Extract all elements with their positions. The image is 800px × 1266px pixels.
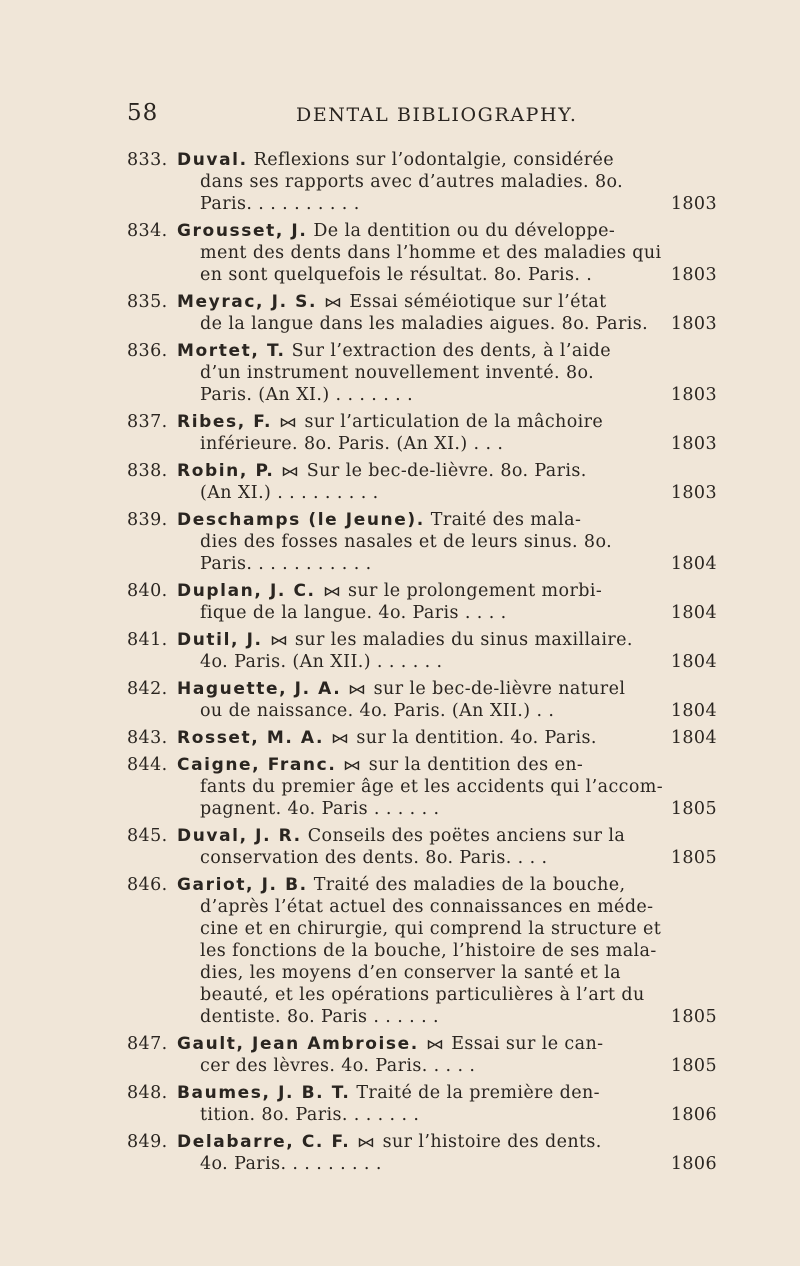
entry-title-text: Traité des mala-	[430, 510, 582, 530]
bibliography-entry	[127, 340, 717, 406]
bibliography-entry	[127, 411, 717, 455]
entry-title-text: sur le bec-de-lièvre naturel	[373, 679, 626, 699]
entry-year: 1803	[670, 314, 717, 334]
entry-author: Meyrac, J. S.	[177, 292, 318, 312]
entry-title-text: fique de la langue. 4o. Paris . . . .	[200, 603, 507, 623]
entry-line	[127, 798, 717, 820]
entry-line	[127, 149, 717, 171]
entry-title-text: dies, les moyens d’en conserver la santé et la	[200, 963, 621, 983]
entry-line	[127, 825, 717, 847]
entry-text	[200, 651, 443, 673]
entry-text	[200, 531, 612, 553]
entry-line	[127, 313, 717, 335]
entry-number: 833.	[127, 150, 168, 170]
entry-line	[127, 727, 717, 749]
entry-author: Mortet, T.	[177, 341, 286, 361]
entry-year: 1803	[670, 194, 717, 214]
entry-number: 840.	[127, 581, 168, 601]
entry-year: 1804	[670, 554, 717, 574]
bibliography-entry	[127, 874, 717, 1028]
entry-number: 846.	[127, 875, 168, 895]
dissertation-mark-icon: ⋈	[357, 1135, 376, 1151]
entry-line	[127, 482, 717, 504]
entry-text	[177, 220, 615, 242]
entry-title-text: cine et en chirurgie, qui comprend la structure et	[200, 919, 662, 939]
entry-title-text: sur l’articulation de la mâchoire	[304, 412, 604, 432]
entry-number: 834.	[127, 221, 168, 241]
entry-text	[200, 847, 548, 869]
entry-line	[127, 629, 717, 651]
entry-line	[127, 1055, 717, 1077]
entry-number: 836.	[127, 341, 168, 361]
entry-line	[127, 411, 717, 433]
entry-title-text: sur les maladies du sinus maxillaire.	[294, 630, 633, 650]
entry-title-text: 4o. Paris. (An XII.) . . . . . .	[200, 652, 443, 672]
entry-number: 847.	[127, 1034, 168, 1054]
entry-title-text: cer des lèvres. 4o. Paris. . . . .	[200, 1056, 476, 1076]
entry-line	[127, 896, 717, 918]
entry-title-text: 4o. Paris. . . . . . . . .	[200, 1154, 382, 1174]
entry-title-text: sur la dentition des en-	[368, 755, 584, 775]
bibliography-entries	[127, 149, 717, 1180]
entry-title-text: Sur l’extraction des dents, à l’aide	[291, 341, 612, 361]
entry-title-text: d’un instrument nouvellement inventé. 8o.	[200, 363, 595, 383]
bibliography-entry	[127, 291, 717, 335]
running-head: DENTAL BIBLIOGRAPHY.	[296, 104, 578, 126]
entry-line	[127, 984, 717, 1006]
entry-text	[200, 776, 663, 798]
entry-year: 1806	[670, 1154, 717, 1174]
entry-text	[200, 362, 594, 384]
entry-year: 1803	[670, 434, 717, 454]
dissertation-mark-icon: ⋈	[425, 1037, 445, 1053]
entry-title-text: conservation des dents. 8o. Paris. . . .	[200, 848, 548, 868]
entry-number: 845.	[127, 826, 168, 846]
entry-line	[127, 847, 717, 869]
entry-title-text: De la dentition ou du développe-	[313, 221, 616, 241]
entry-text	[200, 1006, 439, 1028]
entry-text	[177, 1131, 602, 1154]
entry-line	[127, 242, 717, 264]
entry-line	[127, 776, 717, 798]
entry-number: 849.	[127, 1132, 168, 1152]
entry-text	[200, 1055, 475, 1077]
entry-title-text: dans ses rapports avec d’autres maladies. 8o.	[200, 172, 624, 192]
entry-author: Ribes, F.	[177, 412, 273, 432]
entry-text	[200, 384, 413, 406]
entry-author: Gault, Jean Ambroise.	[177, 1034, 419, 1054]
entry-line	[127, 918, 717, 940]
entry-author: Caigne, Franc.	[177, 755, 337, 775]
entry-title-text: ou de naissance. 4o. Paris. (An XII.) . .	[200, 701, 555, 721]
entry-line	[127, 651, 717, 673]
page-number: 58	[127, 100, 159, 126]
entry-title-text: en sont quelquefois le résultat. 8o. Paris. .	[200, 265, 593, 285]
entry-year: 1804	[670, 652, 717, 672]
entry-line	[127, 1006, 717, 1028]
bibliography-entry	[127, 1033, 717, 1077]
entry-title-text: (An XI.) . . . . . . . . .	[200, 483, 379, 503]
entry-author: Baumes, J. B. T.	[177, 1083, 351, 1103]
bibliography-entry	[127, 825, 717, 869]
entry-year: 1803	[670, 385, 717, 405]
entry-text	[200, 798, 440, 820]
dissertation-mark-icon: ⋈	[278, 415, 298, 431]
entry-year: 1803	[670, 483, 717, 503]
entry-line	[127, 1153, 717, 1175]
entry-title-text: de la langue dans les maladies aigues. 8o. Paris.	[200, 314, 649, 334]
entry-number: 841.	[127, 630, 168, 650]
entry-number: 838.	[127, 461, 168, 481]
entry-text	[177, 149, 614, 171]
entry-text	[200, 193, 360, 215]
entry-line	[127, 291, 717, 313]
entry-text	[200, 984, 645, 1006]
bibliography-entry	[127, 1082, 717, 1126]
entry-line	[127, 384, 717, 406]
entry-line	[127, 602, 717, 624]
entry-author: Deschamps (le Jeune).	[177, 510, 425, 530]
entry-author: Rosset, M. A.	[177, 728, 325, 748]
entry-line	[127, 1104, 717, 1126]
page-header	[120, 100, 720, 136]
entry-year: 1805	[670, 799, 717, 819]
entry-text	[200, 313, 648, 335]
entry-line	[127, 1033, 717, 1055]
entry-line	[127, 433, 717, 455]
entry-text	[177, 825, 625, 847]
entry-title-text: Traité des maladies de la bouche,	[313, 875, 626, 895]
entry-title-text: pagnent. 4o. Paris . . . . . .	[200, 799, 440, 819]
entry-text	[200, 171, 623, 193]
entry-text	[200, 1153, 382, 1175]
dissertation-mark-icon: ⋈	[323, 295, 343, 311]
entry-title-text: inférieure. 8o. Paris. (An XI.) . . .	[200, 434, 504, 454]
entry-author: Duval.	[177, 150, 248, 170]
entry-line	[127, 531, 717, 553]
entry-year: 1806	[670, 1105, 717, 1125]
entry-number: 835.	[127, 292, 168, 312]
entry-title-text: Essai séméiotique sur l’état	[349, 292, 607, 312]
bibliography-entry	[127, 629, 717, 673]
entry-title-text: Reflexions sur l’odontalgie, considérée	[253, 150, 615, 170]
dissertation-mark-icon: ⋈	[281, 464, 300, 480]
entry-text	[200, 896, 654, 918]
entry-number: 839.	[127, 510, 168, 530]
entry-year: 1803	[670, 265, 717, 285]
bibliography-entry	[127, 1131, 717, 1175]
entry-text	[200, 918, 661, 940]
entry-line	[127, 340, 717, 362]
entry-line	[127, 362, 717, 384]
entry-text	[200, 433, 503, 455]
bibliography-entry	[127, 678, 717, 722]
entry-title-text: Paris. . . . . . . . . . .	[200, 554, 372, 574]
entry-line	[127, 220, 717, 242]
bibliography-entry	[127, 509, 717, 575]
entry-title-text: d’après l’état actuel des connaissances en méde-	[200, 897, 654, 917]
entry-text	[200, 962, 621, 984]
entry-title-text: dentiste. 8o. Paris . . . . . .	[200, 1007, 439, 1027]
entry-text	[200, 940, 657, 962]
entry-title-text: les fonctions de la bouche, l’histoire de ses mala-	[200, 941, 657, 961]
bibliography-entry	[127, 149, 717, 215]
entry-text	[177, 411, 603, 434]
entry-text	[177, 678, 625, 701]
entry-title-text: tition. 8o. Paris. . . . . . .	[200, 1105, 420, 1125]
entry-text	[177, 340, 611, 362]
entry-author: Robin, P.	[177, 461, 275, 481]
entry-text	[177, 509, 581, 531]
entry-number: 842.	[127, 679, 168, 699]
entry-title-text: Traité de la première den-	[356, 1083, 600, 1103]
entry-text	[177, 874, 626, 896]
entry-title-text: Essai sur le can-	[451, 1034, 604, 1054]
entry-title-text: beauté, et les opérations particulières à l’art du	[200, 985, 645, 1005]
bibliography-entry	[127, 460, 717, 504]
entry-author: Gariot, J. B.	[177, 875, 308, 895]
entry-author: Grousset, J.	[177, 221, 308, 241]
entry-title-text: sur la dentition. 4o. Paris.	[356, 728, 597, 748]
entry-author: Duplan, J. C.	[177, 581, 316, 601]
entry-title-text: fants du premier âge et les accidents qui l’accom-	[200, 777, 664, 797]
entry-author: Duval, J. R.	[177, 826, 302, 846]
entry-title-text: Paris. . . . . . . . . .	[200, 194, 360, 214]
entry-line	[127, 962, 717, 984]
entry-line	[127, 754, 717, 776]
dissertation-mark-icon: ⋈	[269, 633, 289, 649]
dissertation-mark-icon: ⋈	[322, 584, 342, 600]
dissertation-mark-icon: ⋈	[348, 682, 367, 698]
entry-title-text: ment des dents dans l’homme et des maladies qui	[200, 243, 662, 263]
entry-line	[127, 193, 717, 215]
entry-text	[177, 580, 602, 603]
entry-line	[127, 1082, 717, 1104]
entry-year: 1804	[670, 701, 717, 721]
entry-year: 1805	[670, 1007, 717, 1027]
entry-title-text: Sur le bec-de-lièvre. 8o. Paris.	[306, 461, 587, 481]
entry-text	[200, 264, 592, 286]
entry-number: 843.	[127, 728, 168, 748]
bibliography-entry	[127, 220, 717, 286]
entry-title-text: sur l’histoire des dents.	[382, 1132, 602, 1152]
entry-text	[200, 482, 379, 504]
dissertation-mark-icon: ⋈	[330, 731, 350, 747]
entry-year: 1805	[670, 1056, 717, 1076]
entry-author: Haguette, J. A.	[177, 679, 342, 699]
entry-title-text: Paris. (An XI.) . . . . . . .	[200, 385, 414, 405]
entry-year: 1804	[670, 728, 717, 748]
entry-line	[127, 509, 717, 531]
entry-line	[127, 460, 717, 482]
entry-line	[127, 678, 717, 700]
entry-line	[127, 171, 717, 193]
entry-title-text: sur le prolongement morbi-	[347, 581, 603, 601]
entry-year: 1804	[670, 603, 717, 623]
entry-author: Dutil, J.	[177, 630, 263, 650]
entry-text	[177, 291, 607, 314]
entry-line	[127, 580, 717, 602]
entry-text	[200, 242, 662, 264]
entry-text	[177, 754, 583, 777]
entry-text	[200, 700, 554, 722]
entry-line	[127, 1131, 717, 1153]
entry-title-text: dies des fosses nasales et de leurs sinus. 8o.	[200, 532, 613, 552]
entry-text	[200, 1104, 419, 1126]
entry-number: 844.	[127, 755, 168, 775]
entry-text	[177, 460, 587, 483]
entry-text	[200, 553, 372, 575]
entry-line	[127, 940, 717, 962]
entry-line	[127, 874, 717, 896]
entry-author: Delabarre, C. F.	[177, 1132, 351, 1152]
entry-number: 848.	[127, 1083, 168, 1103]
dissertation-mark-icon: ⋈	[343, 758, 362, 774]
entry-text	[177, 1033, 603, 1056]
entry-text	[177, 727, 597, 750]
entry-line	[127, 553, 717, 575]
entry-line	[127, 700, 717, 722]
entry-title-text: Conseils des poëtes anciens sur la	[307, 826, 626, 846]
entry-number: 837.	[127, 412, 168, 432]
bibliography-entry	[127, 727, 717, 749]
bibliography-entry	[127, 754, 717, 820]
entry-text	[200, 602, 507, 624]
entry-text	[177, 629, 633, 652]
entry-line	[127, 264, 717, 286]
entry-year: 1805	[670, 848, 717, 868]
bibliography-entry	[127, 580, 717, 624]
entry-text	[177, 1082, 600, 1104]
